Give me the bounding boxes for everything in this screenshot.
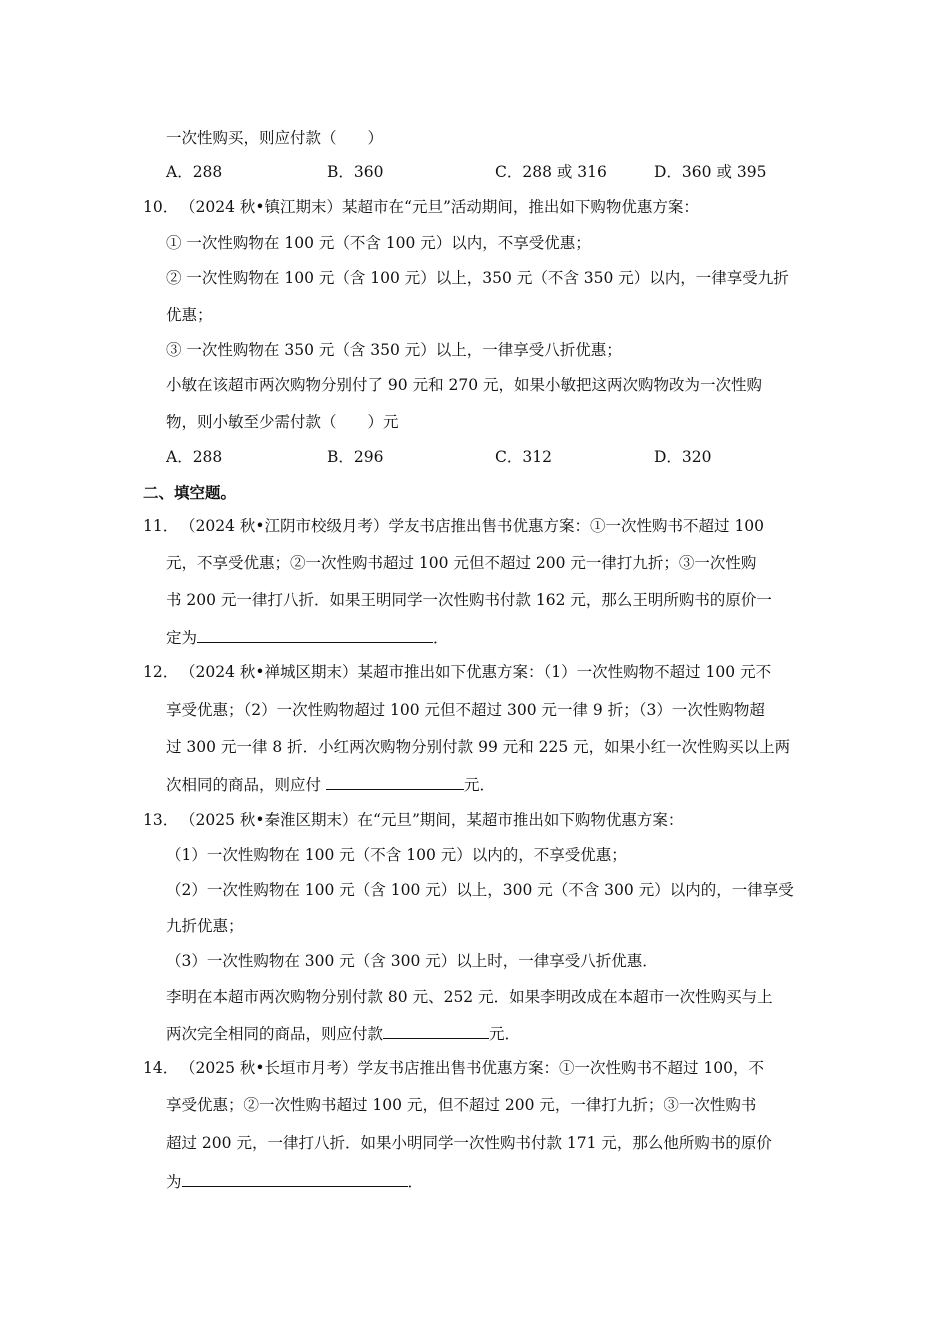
q10-option-c[interactable]: C．312 (495, 448, 552, 466)
q14-line-3: 超过 200 元，一律打八折．如果小明同学一次性购书付款 171 元，那么他所购书的原价 (166, 1134, 772, 1152)
q13-question: 李明在本超市两次购物分别付款 80 元、252 元．如果李明改成在本超市一次性购买与上 (166, 988, 773, 1006)
q14-line-2: 享受优惠；②一次性购书超过 100 元，但不超过 200 元，一律打九折；③一次性购书 (166, 1096, 757, 1114)
q10-option-d[interactable]: D．320 (654, 448, 712, 466)
q11-prefix: 定为 (166, 629, 198, 647)
q10-rule-3: ③ 一次性购物在 350 元（含 350 元）以上，一律享受八折优惠； (166, 341, 622, 359)
q14-line-1: （2025 秋•长垣市月考）学友书店推出售书优惠方案：①一次性购书不超过 100，不 (180, 1059, 765, 1077)
section-heading-fill-in: 二、填空题。 (143, 483, 237, 502)
q12-number: 12． (143, 663, 179, 681)
q12-line-2: 享受优惠；（2）一次性购物超过 100 元但不超过 300 元一律 9 折；（3）一次性购物超 (166, 701, 765, 719)
q13-rule-2: （2）一次性购物在 100 元（含 100 元）以上，300 元（不含 300 元）以内的，一律享受 (166, 881, 794, 899)
q13-rule-1: （1）一次性购物在 100 元（不含 100 元）以内的，不享受优惠； (166, 846, 627, 864)
q12-prefix: 次相同的商品，则应付 (166, 776, 326, 794)
q10-rule-1: ① 一次性购物在 100 元（不含 100 元）以内，不享受优惠； (166, 234, 591, 252)
q12-answer-blank[interactable] (326, 774, 464, 790)
q9-option-d[interactable]: D．360 或 395 (654, 163, 767, 181)
q10-option-a[interactable]: A．288 (166, 448, 223, 466)
q13-number: 13． (143, 811, 179, 829)
q14-number: 14． (143, 1059, 179, 1077)
q11-answer-blank[interactable] (197, 627, 433, 643)
q14-line-4 (166, 1171, 423, 1192)
q9-option-a[interactable]: A．288 (166, 163, 223, 181)
q11-suffix: ． (433, 629, 449, 647)
q14-answer-blank[interactable] (182, 1171, 408, 1187)
q11-line-3: 书 200 元一律打八折．如果王明同学一次性购书付款 162 元，那么王明所购书的原价一 (166, 591, 772, 609)
q13-rule-2-cont: 九折优惠； (166, 917, 244, 935)
q11-line-4 (166, 627, 449, 648)
q12-line-1: （2024 秋•禅城区期末）某超市推出如下优惠方案：（1）一次性购物不超过 100 元不 (180, 663, 772, 681)
q13-answer-blank[interactable] (383, 1023, 489, 1039)
q14-suffix: ． (407, 1173, 424, 1191)
q9-option-c[interactable]: C．288 或 316 (495, 163, 607, 181)
q10-question-cont: 物，则小敏至少需付款（ ）元 (166, 413, 399, 431)
q9-option-b[interactable]: B．360 (327, 163, 384, 181)
q11-line-2: 元，不享受优惠；②一次性购书超过 100 元但不超过 200 元一律打九折；③一次性购 (166, 554, 757, 572)
q11-line-1: （2024 秋•江阴市校级月考）学友书店推出售书优惠方案：①一次性购书不超过 100 (180, 517, 765, 535)
q13-rule-3: （3）一次性购物在 300 元（含 300 元）以上时，一律享受八折优惠． (166, 952, 658, 970)
q10-rule-2: ② 一次性购物在 100 元（含 100 元）以上，350 元（不含 350 元）以内，一律享受九折 (166, 269, 789, 287)
q10-stem: （2024 秋•镇江期末）某超市在“元旦”活动期间，推出如下购物优惠方案： (180, 198, 699, 216)
q13-prefix: 两次完全相同的商品，则应付款 (166, 1025, 384, 1043)
q12-suffix: 元． (463, 776, 495, 794)
q10-question: 小敏在该超市两次购物分别付了 90 元和 270 元，如果小敏把这两次购物改为一次性购 (166, 376, 763, 394)
q11-number: 11． (143, 517, 179, 535)
q13-question-cont (166, 1023, 520, 1044)
q13-suffix: 元． (489, 1025, 521, 1043)
q10-number: 10． (143, 198, 179, 216)
q14-prefix: 为 (166, 1173, 182, 1191)
q13-stem: （2025 秋•秦淮区期末）在“元旦”期间，某超市推出如下购物优惠方案： (180, 811, 684, 829)
q10-rule-2-cont: 优惠； (166, 306, 213, 324)
q9-stem-tail: 一次性购买，则应付款（ ） (166, 129, 384, 147)
q10-option-b[interactable]: B．296 (327, 448, 384, 466)
q12-line-4 (166, 774, 495, 795)
q12-line-3: 过 300 元一律 8 折．小红两次购物分别付款 99 元和 225 元，如果小红一次性购买以上两 (166, 738, 791, 756)
